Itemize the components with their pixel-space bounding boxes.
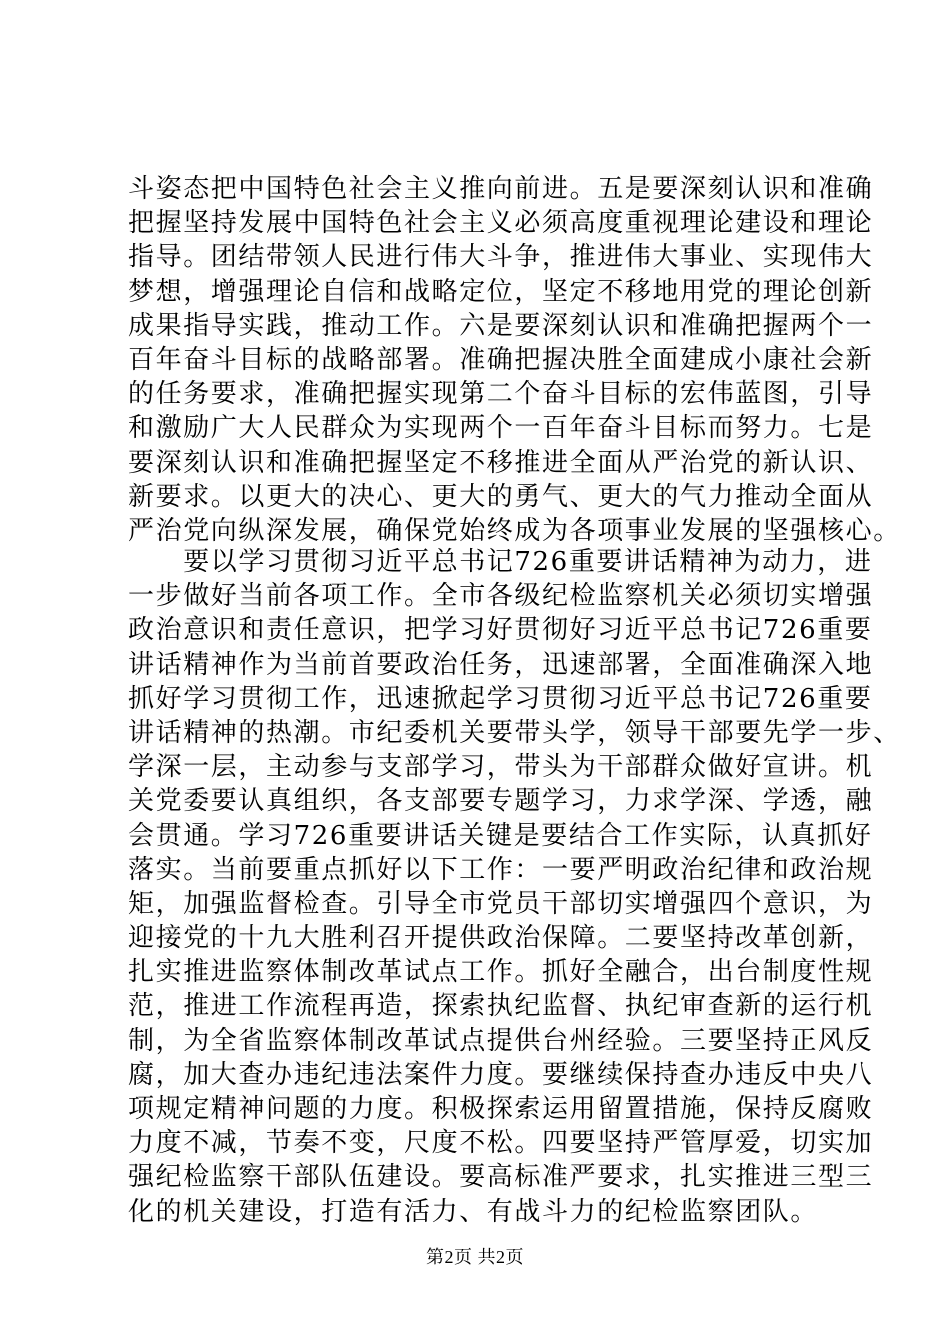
text-line: 力度不减，节奏不变，尺度不松。四要坚持严管厚爱，切实加	[128, 1128, 874, 1159]
text-line: 学深一层，主动参与支部学习，带头为干部群众做好宣讲。机	[128, 752, 874, 783]
text-line: 制，为全省监察体制改革试点提供台州经验。三要坚持正风反	[128, 1025, 874, 1056]
text-line: 严治党向纵深发展，确保党始终成为各项事业发展的坚强核心。	[128, 515, 901, 546]
text-line: 化的机关建设，打造有活力、有战斗力的纪检监察团队。	[128, 1196, 819, 1227]
text-line: 指导。团结带领人民进行伟大斗争，推进伟大事业、实现伟大	[128, 242, 874, 273]
text-line: 会贯通。学习726重要讲话关键是要结合工作实际，认真抓好	[128, 820, 873, 851]
text-line: 要以学习贯彻习近平总书记726重要讲话精神为动力，进	[128, 547, 873, 577]
text-line: 和激励广大人民群众为实现两个一百年奋斗目标而努力。七是	[128, 413, 874, 444]
text-line: 政治意识和责任意识，把学习好贯彻好习近平总书记726重要	[128, 615, 873, 646]
text-line: 梦想，增强理论自信和战略定位，坚定不移地用党的理论创新	[128, 276, 874, 307]
text-line: 矩，加强监督检查。引导全市党员干部切实增强四个意识，为	[128, 888, 874, 919]
text-line: 讲话精神的热潮。市纪委机关要带头学，领导干部要先学一步、	[128, 717, 901, 748]
text-line: 扎实推进监察体制改革试点工作。抓好全融合，出台制度性规	[128, 957, 874, 988]
text-line: 范，推进工作流程再造，探索执纪监督、执纪审查新的运行机	[128, 991, 874, 1022]
page-footer: 第2页 共2页	[426, 1247, 524, 1267]
paragraph-2	[128, 545, 901, 1229]
text-line: 腐，加大查办违纪违法案件力度。要继续保持查办违反中央八	[128, 1059, 874, 1090]
text-line: 抓好学习贯彻工作，迅速掀起学习贯彻习近平总书记726重要	[128, 683, 873, 714]
text-line: 迎接党的十九大胜利召开提供政治保障。二要坚持改革创新，	[128, 923, 874, 954]
paragraph-1	[128, 172, 901, 548]
text-line: 落实。当前要重点抓好以下工作：一要严明政治纪律和政治规	[128, 854, 874, 885]
text-line: 新要求。以更大的决心、更大的勇气、更大的气力推动全面从	[128, 481, 874, 512]
text-line: 斗姿态把中国特色社会主义推向前进。五是要深刻认识和准确	[128, 174, 874, 204]
text-line: 把握坚持发展中国特色社会主义必须高度重视理论建设和理论	[128, 208, 874, 239]
text-line: 讲话精神作为当前首要政治任务，迅速部署，全面准确深入地	[128, 649, 874, 680]
text-line: 项规定精神问题的力度。积极探索运用留置措施，保持反腐败	[128, 1094, 874, 1124]
text-line: 强纪检监察干部队伍建设。要高标准严要求，扎实推进三型三	[128, 1162, 874, 1193]
text-line: 百年奋斗目标的战略部署。准确把握决胜全面建成小康社会新	[128, 344, 874, 375]
text-line: 一步做好当前各项工作。全市各级纪检监察机关必须切实增强	[128, 581, 874, 612]
text-line: 关党委要认真组织，各支部要专题学习，力求学深、学透，融	[128, 786, 874, 817]
text-line: 成果指导实践，推动工作。六是要深刻认识和准确把握两个一	[128, 310, 874, 341]
text-line: 的任务要求，准确把握实现第二个奋斗目标的宏伟蓝图，引导	[128, 379, 874, 410]
text-line: 要深刻认识和准确把握坚定不移推进全面从严治党的新认识、	[128, 447, 874, 478]
